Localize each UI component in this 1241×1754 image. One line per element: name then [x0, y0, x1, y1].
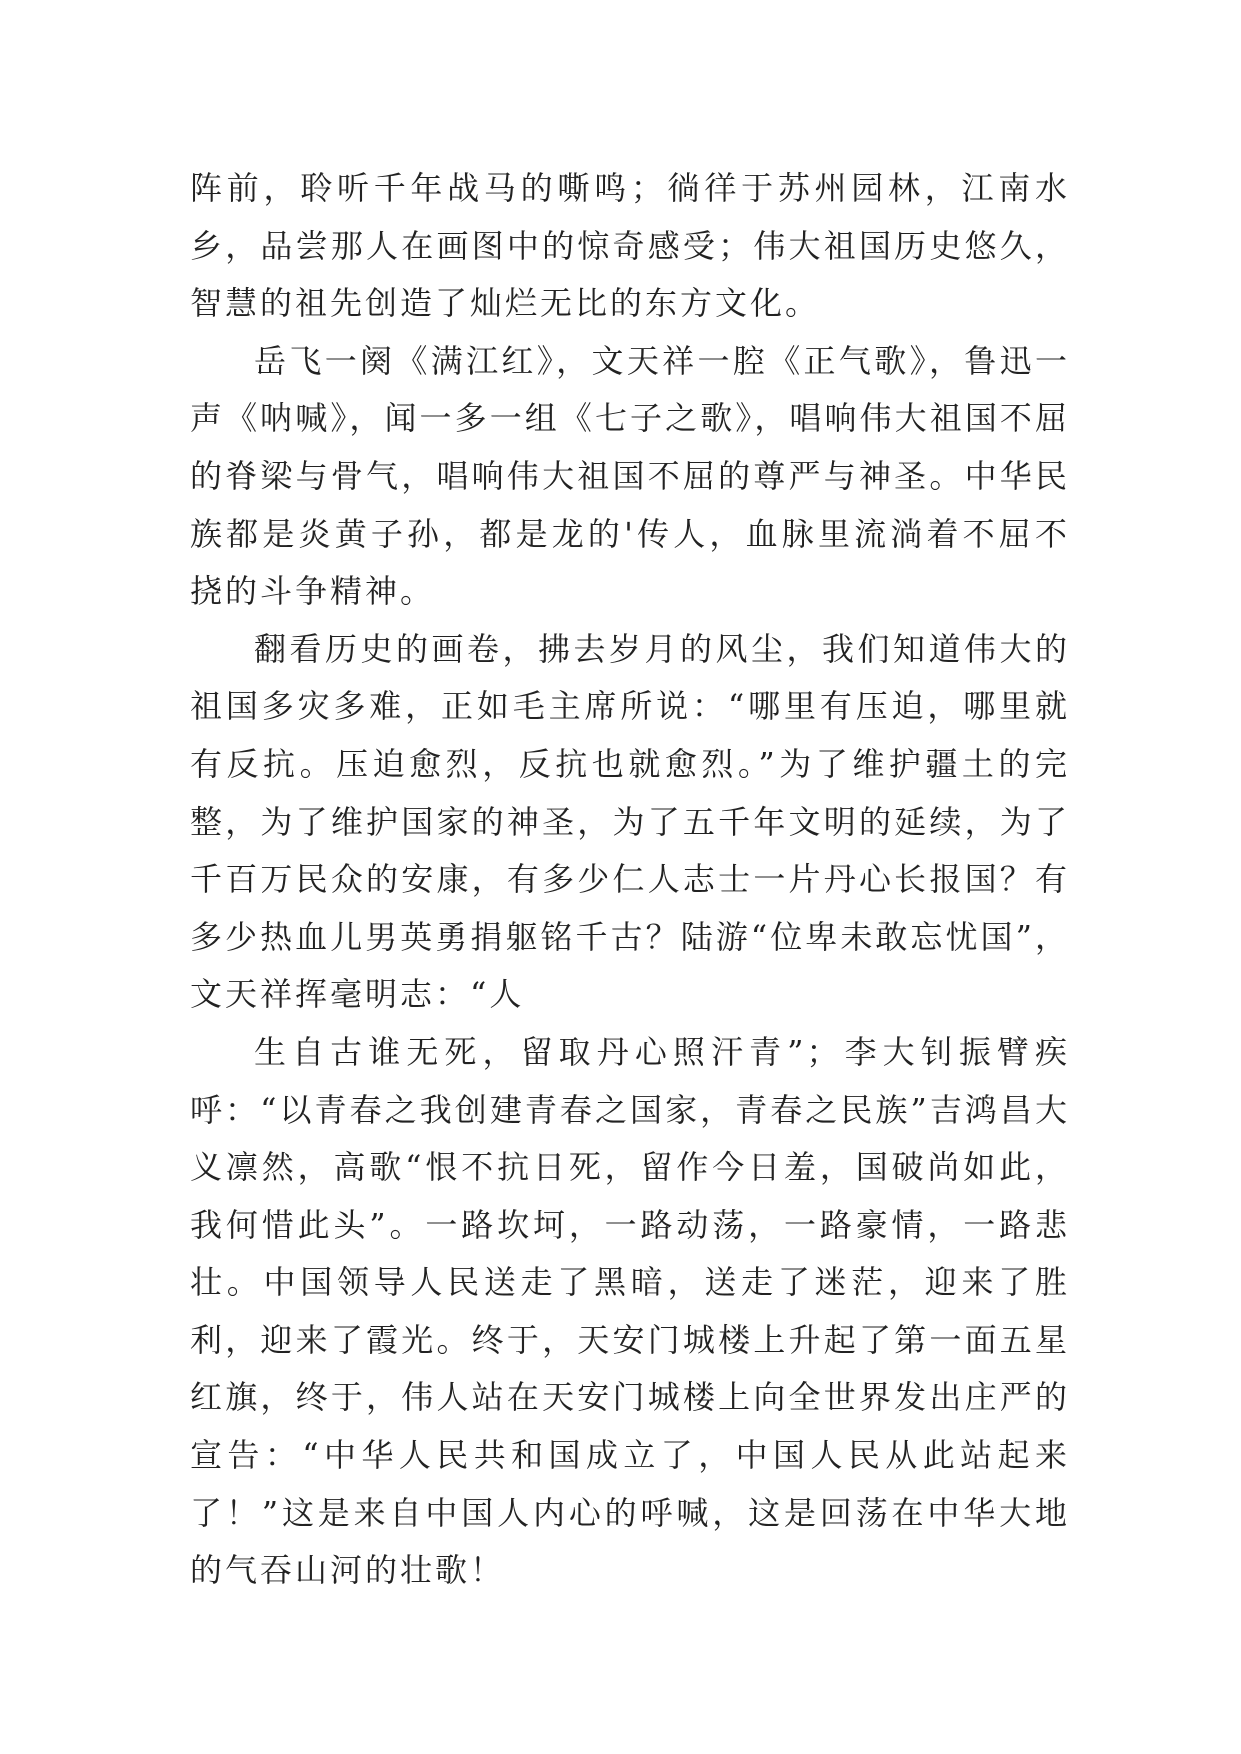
paragraph-2: 岳飞一阕《满江红》，文天祥一腔《正气歌》，鲁迅一声《呐喊》，闻一多一组《七子之歌》，唱响伟大祖国不屈的脊梁与骨气，唱响伟大祖国不屈的尊严与神圣。中华民族都是炎黄子孙，都是龙的'传人，血脉里流淌着不屈不挠的斗争精神。	[190, 341, 1070, 611]
paragraph-4: 生自古谁无死，留取丹心照汗青”；李大钊振臂疾呼：“以青春之我创建青春之国家，青春之民族”吉鸿昌大义凛然，高歌“恨不抗日死，留作今日羞，国破尚如此，我何惜此头”。一路坎坷，一路动荡，一路豪情，一路悲壮。中国领导人民送走了黑暗，送走了迷茫，迎来了胜利，迎来了霞光。终于，天安门城楼上升起了第一面五星红旗，终于，伟人站在天安门城楼上向全世界发出庄严的宣告：“中华人民共和国成立了，中国人民从此站起来了！”这是来自中国人内心的呼喊，这是回荡在中华大地的气吞山河的壮歌！	[190, 1032, 1070, 1590]
paragraph-3: 翻看历史的画卷，拂去岁月的风尘，我们知道伟大的祖国多灾多难，正如毛主席所说：“哪里有压迫，哪里就有反抗。压迫愈烈，反抗也就愈烈。”为了维护疆土的完整，为了维护国家的神圣，为了五千年文明的延续，为了千百万民众的安康，有多少仁人志士一片丹心长报国？有多少热血儿男英勇捐躯铭千古？陆游“位卑未敢忘忧国”，文天祥挥毫明志：“人	[190, 629, 1070, 1014]
document-body	[190, 160, 1070, 1600]
paragraph-1: 阵前，聆听千年战马的嘶鸣；徜徉于苏州园林，江南水乡，品尝那人在画图中的惊奇感受；伟大祖国历史悠久，智慧的祖先创造了灿烂无比的东方文化。	[190, 169, 1070, 323]
